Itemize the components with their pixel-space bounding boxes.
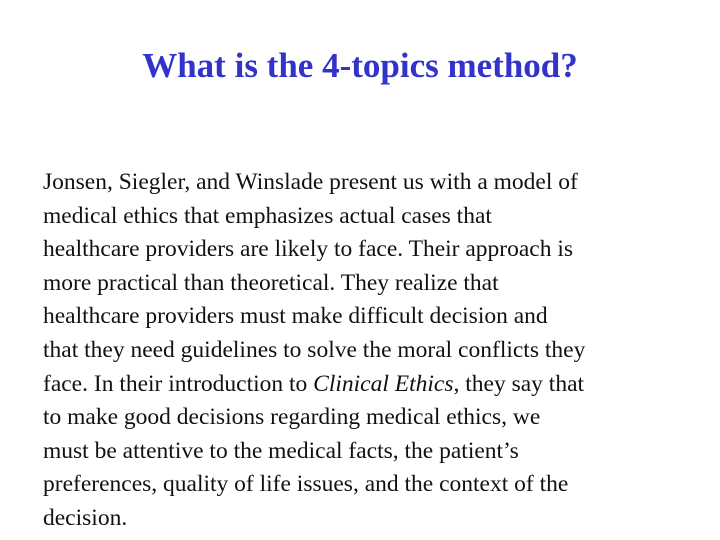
body-line: more practical than theoretical. They realize that bbox=[43, 269, 499, 296]
body-line: medical ethics that emphasizes actual cases that bbox=[43, 202, 492, 229]
body-line: Jonsen, Siegler, and Winslade present us with a model of bbox=[43, 169, 578, 195]
body-line: decision. bbox=[43, 504, 128, 531]
body-line-text: , they say that bbox=[453, 370, 585, 397]
body-line: healthcare providers are likely to face. Their approach is bbox=[43, 236, 574, 263]
body-line-text: face. In their introduction to bbox=[43, 370, 314, 397]
slide-title: What is the 4-topics method? bbox=[142, 46, 578, 85]
body-line: preferences, quality of life issues, and the context of the bbox=[43, 471, 569, 498]
body-line bbox=[43, 368, 703, 402]
body-line: that they need guidelines to solve the moral conflicts they bbox=[43, 336, 586, 363]
body-line: must be attentive to the medical facts, the patient’s bbox=[43, 437, 519, 464]
book-title-italic: Clinical Ethics bbox=[313, 370, 454, 397]
slide-body bbox=[43, 166, 703, 536]
body-line: healthcare providers must make difficult decision and bbox=[43, 303, 548, 330]
body-line: to make good decisions regarding medical ethics, we bbox=[43, 404, 541, 431]
